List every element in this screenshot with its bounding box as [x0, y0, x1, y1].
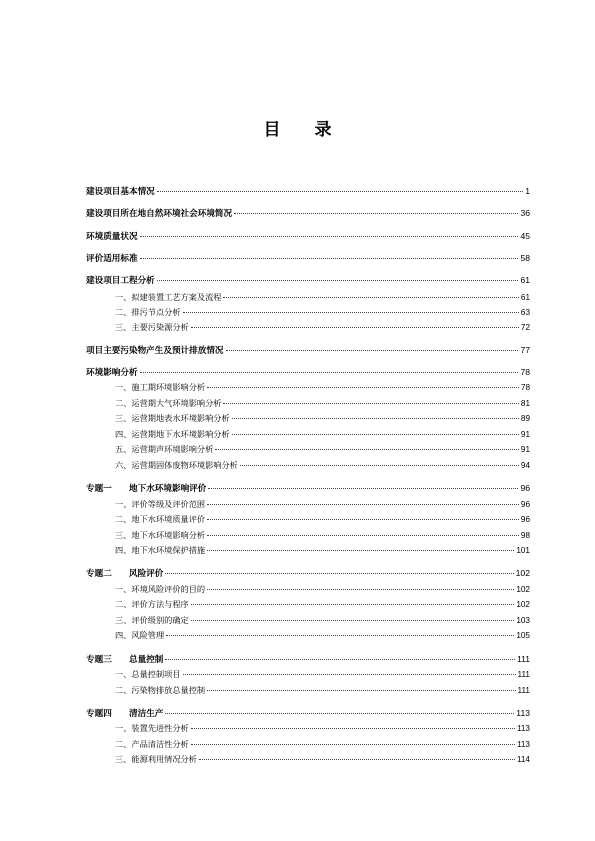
dot-leader — [191, 728, 515, 729]
toc-page-number: 78 — [520, 383, 530, 392]
dot-leader — [223, 297, 518, 298]
toc-entry-label: 评价适用标准 — [86, 254, 138, 264]
toc-entry-prefix: 专题二 — [86, 569, 112, 579]
dot-leader — [165, 713, 514, 714]
toc-page-number: 1 — [525, 186, 530, 196]
dot-leader — [191, 620, 515, 621]
toc-section-entry[interactable] — [86, 568, 530, 578]
toc-subsection-entry[interactable] — [86, 723, 530, 733]
dot-leader — [207, 519, 519, 520]
toc-section-entry[interactable] — [86, 708, 530, 718]
toc-entry-label — [86, 484, 206, 494]
toc-title: 目 录 — [263, 120, 346, 140]
toc-entry-prefix: 专题三 — [86, 655, 112, 665]
toc-page-number: 81 — [520, 399, 530, 408]
toc-page-number: 114 — [516, 755, 530, 764]
toc-section-entry[interactable] — [86, 231, 530, 241]
toc-page-number: 101 — [516, 546, 530, 555]
toc-entry-label — [86, 569, 163, 579]
toc-page-number: 111 — [517, 686, 530, 695]
dot-leader — [165, 659, 515, 660]
toc-page-number: 96 — [520, 515, 530, 524]
dot-leader — [140, 236, 519, 237]
toc-page-number: 63 — [520, 308, 530, 317]
toc-entry-label: 四、运营期地下水环境影响分析 — [115, 429, 230, 439]
toc-page-number: 58 — [520, 253, 530, 263]
toc-entry-label: 一、施工期环境影响分析 — [115, 382, 206, 392]
toc-subsection-entry[interactable] — [86, 398, 530, 408]
toc-page-number: 72 — [520, 323, 530, 332]
toc-page-number: 103 — [516, 616, 530, 625]
toc-subsection-entry[interactable] — [86, 514, 530, 524]
toc-page-number: 91 — [520, 430, 530, 439]
dot-leader — [207, 550, 514, 551]
toc-entry-label: 一、拟建装置工艺方案及流程 — [115, 292, 222, 302]
toc-page-number: 96 — [520, 483, 530, 493]
toc-subsection-entry[interactable] — [86, 322, 530, 332]
dot-leader — [140, 372, 519, 373]
toc-page-number: 113 — [516, 740, 530, 749]
toc-entry-label: 三、评价级别的确定 — [115, 615, 189, 625]
toc-subsection-entry[interactable] — [86, 739, 530, 749]
toc-page-number: 111 — [516, 654, 530, 664]
dot-leader — [166, 635, 514, 636]
dot-leader — [232, 418, 519, 419]
dot-leader — [140, 258, 519, 259]
dot-leader — [191, 327, 519, 328]
toc-entry-label: 建设项目工程分析 — [86, 276, 155, 286]
toc-page-number: 78 — [520, 367, 530, 377]
toc-subsection-entry[interactable] — [86, 460, 530, 470]
dot-leader — [199, 759, 515, 760]
toc-section-entry[interactable] — [86, 186, 530, 196]
dot-leader — [183, 312, 519, 313]
toc-subsection-entry[interactable] — [86, 413, 530, 423]
toc-page-number: 77 — [520, 345, 530, 355]
toc-entry-label: 建设项目基本情况 — [86, 187, 155, 197]
toc-subsection-entry[interactable] — [86, 630, 530, 640]
toc-subsection-entry[interactable] — [86, 615, 530, 625]
toc-page-number: 102 — [515, 568, 530, 578]
toc-page-number: 113 — [516, 724, 530, 733]
toc-subsection-entry[interactable] — [86, 584, 530, 594]
toc-entry-label: 四、地下水环境保护措施 — [115, 545, 206, 555]
dot-leader — [207, 387, 519, 388]
toc-section-entry[interactable] — [86, 654, 530, 664]
toc-subsection-entry[interactable] — [86, 545, 530, 555]
toc-entry-label: 五、运营期声环境影响分析 — [115, 444, 214, 454]
dot-leader — [207, 589, 514, 590]
toc-page-number: 113 — [516, 708, 530, 718]
toc-entry-text: 地下水环境影响评价 — [129, 484, 207, 494]
toc-entry-prefix: 专题四 — [86, 709, 112, 719]
toc-subsection-entry[interactable] — [86, 429, 530, 439]
toc-subsection-entry[interactable] — [86, 754, 530, 764]
toc-page-number: 111 — [517, 670, 530, 679]
dot-leader — [207, 690, 515, 691]
dot-leader — [207, 535, 519, 536]
dot-leader — [207, 504, 519, 505]
toc-entry-text: 总量控制 — [129, 655, 164, 665]
dot-leader — [234, 213, 518, 214]
toc-entry-prefix: 专题一 — [86, 484, 112, 494]
toc-page-number: 94 — [520, 461, 530, 470]
toc-entry-label: 一、环境风险评价的目的 — [115, 584, 206, 594]
dot-leader — [157, 191, 523, 192]
toc-page-number: 102 — [516, 600, 530, 609]
dot-leader — [215, 449, 519, 450]
dot-leader — [208, 488, 518, 489]
toc-subsection-entry[interactable] — [86, 530, 530, 540]
toc-page-number: 98 — [520, 531, 530, 540]
toc-entry-label: 一、总量控制项目 — [115, 669, 181, 679]
toc-section-entry[interactable] — [86, 483, 530, 493]
toc-entry-label: 六、运营期固体废物环境影响分析 — [115, 460, 238, 470]
toc-subsection-entry[interactable] — [86, 685, 530, 695]
dot-leader — [165, 573, 513, 574]
dot-leader — [226, 350, 519, 351]
toc-subsection-entry[interactable] — [86, 669, 530, 679]
toc-entry-label: 二、排污节点分析 — [115, 307, 181, 317]
toc-page-number: 96 — [520, 500, 530, 509]
toc-page-number: 89 — [520, 414, 530, 423]
toc-section-entry[interactable] — [86, 253, 530, 263]
dot-leader — [183, 674, 516, 675]
toc-page-number: 45 — [520, 231, 530, 241]
dot-leader — [191, 744, 515, 745]
dot-leader — [157, 280, 519, 281]
toc-section-entry[interactable] — [86, 275, 530, 285]
toc-entry-label — [86, 655, 163, 665]
toc-section-entry[interactable] — [86, 367, 530, 377]
toc-page-number: 91 — [520, 445, 530, 454]
toc-entry-label: 三、能源利用情况分析 — [115, 754, 197, 764]
toc-entry-label: 二、地下水环境质量评价 — [115, 514, 206, 524]
toc-entry-label: 建设项目所在地自然环境社会环境简况 — [86, 209, 233, 219]
toc-page-number: 36 — [520, 208, 530, 218]
toc-entry-label: 三、地下水环境影响分析 — [115, 530, 206, 540]
toc-entry-label: 四、风险管理 — [115, 630, 165, 640]
dot-leader — [223, 403, 518, 404]
toc-entry-label: 二、评价方法与程序 — [115, 599, 189, 609]
toc-entry-label: 三、运营期地表水环境影响分析 — [115, 413, 230, 423]
toc-entry-label — [86, 709, 163, 719]
toc-page-number: 105 — [516, 631, 530, 640]
toc-subsection-entry[interactable] — [86, 599, 530, 609]
toc-entry-label: 环境影响分析 — [86, 368, 138, 378]
toc-subsection-entry[interactable] — [86, 499, 530, 509]
dot-leader — [240, 465, 519, 466]
toc-page-number: 102 — [516, 585, 530, 594]
toc-section-entry[interactable] — [86, 208, 530, 218]
toc-page-number: 61 — [520, 293, 530, 302]
toc-section-entry[interactable] — [86, 345, 530, 355]
toc-entry-label: 三、主要污染源分析 — [115, 322, 189, 332]
toc-page-number: 61 — [520, 275, 530, 285]
toc-subsection-entry[interactable] — [86, 382, 530, 392]
toc-entry-text: 清洁生产 — [129, 709, 164, 719]
toc-subsection-entry[interactable] — [86, 444, 530, 454]
toc-entry-label: 二、运营期大气环境影响分析 — [115, 398, 222, 408]
toc-entry-label: 一、装置先进性分析 — [115, 723, 189, 733]
toc-subsection-entry[interactable] — [86, 292, 530, 302]
dot-leader — [232, 434, 519, 435]
toc-entry-label: 一、评价等级及评价范围 — [115, 499, 206, 509]
toc-entry-label: 二、产品清洁性分析 — [115, 739, 189, 749]
toc-entry-text: 风险评价 — [129, 569, 164, 579]
dot-leader — [191, 604, 515, 605]
toc-entry-label: 项目主要污染物产生及预计排放情况 — [86, 346, 224, 356]
toc-entry-label: 环境质量状况 — [86, 232, 138, 242]
toc-entry-label: 二、污染物排放总量控制 — [115, 685, 206, 695]
toc-subsection-entry[interactable] — [86, 307, 530, 317]
